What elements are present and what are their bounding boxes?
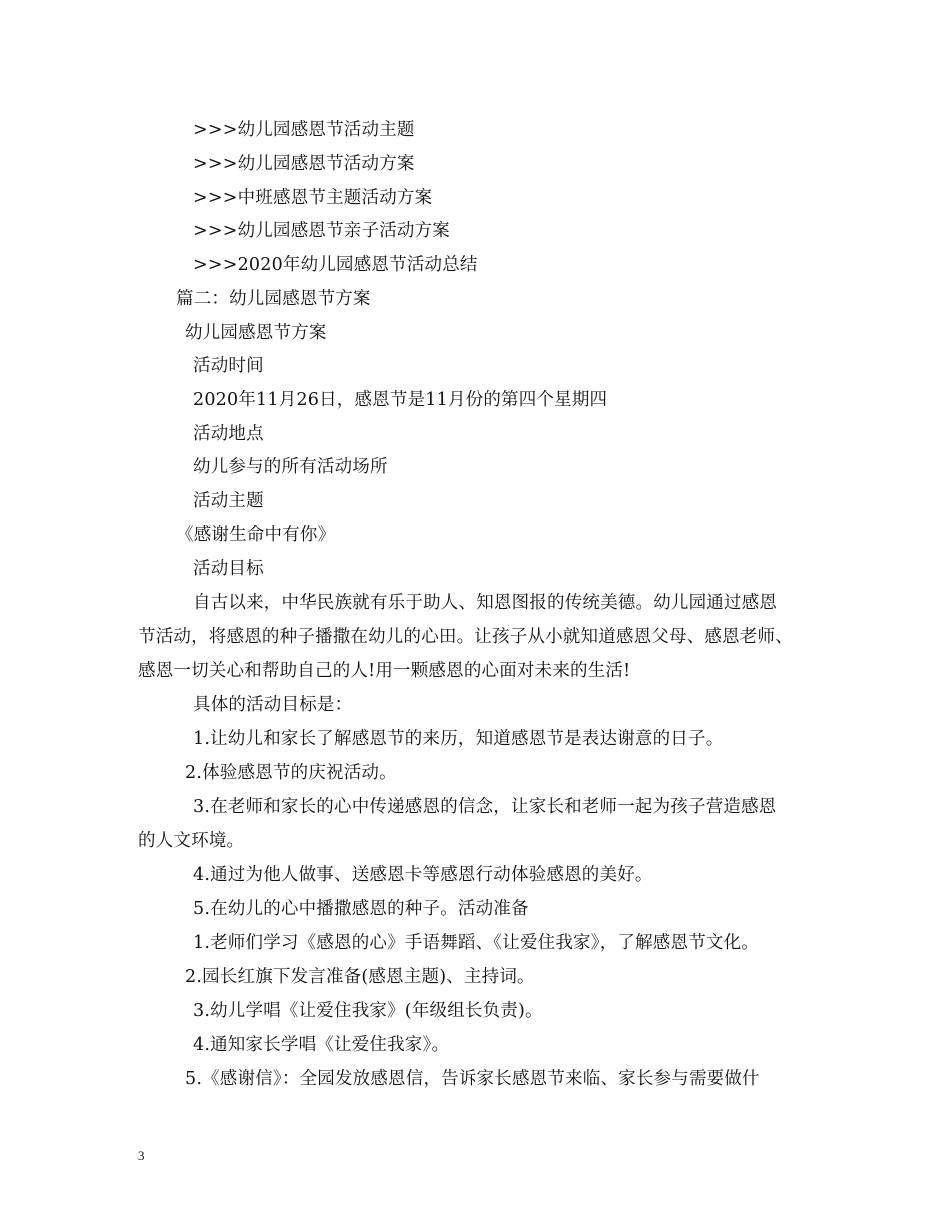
intro-paragraph-line-1: 自古以来，中华民族就有乐于助人、知恩图报的传统美德。幼儿园通过感恩 xyxy=(193,593,778,613)
related-link-2[interactable]: >>>幼儿园感恩节活动方案 xyxy=(193,154,415,174)
intro-paragraph-line-3: 感恩一切关心和帮助自己的人!用一颗感恩的心面对未来的生活! xyxy=(138,661,631,681)
goal-item-4: 4.通过为他人做事、送感恩卡等感恩行动体验感恩的美好。 xyxy=(193,865,653,885)
section-heading: 篇二：幼儿园感恩节方案 xyxy=(176,289,371,309)
prep-item-2: 2.园长红旗下发言准备(感恩主题)、主持词。 xyxy=(185,967,535,987)
prep-item-4: 4.通知家长学唱《让爱住我家》。 xyxy=(193,1035,450,1055)
time-value: 2020年11月26日，感恩节是11月份的第四个星期四 xyxy=(193,390,608,410)
prep-item-3: 3.幼儿学唱《让爱住我家》(年级组长负责)。 xyxy=(193,1001,543,1021)
document-subtitle: 幼儿园感恩节方案 xyxy=(185,323,327,343)
related-link-3[interactable]: >>>中班感恩节主题活动方案 xyxy=(193,188,433,208)
place-value: 幼儿参与的所有活动场所 xyxy=(193,457,388,477)
goals-lead: 具体的活动目标是： xyxy=(193,695,353,715)
page-number: 3 xyxy=(138,1148,145,1163)
goal-item-1: 1.让幼儿和家长了解感恩节的来历，知道感恩节是表达谢意的日子。 xyxy=(193,729,724,749)
intro-paragraph-line-2: 节活动，将感恩的种子播撒在幼儿的心田。让孩子从小就知道感恩父母、感恩老师、 xyxy=(138,627,793,647)
goal-label: 活动目标 xyxy=(193,559,264,579)
goal-item-2: 2.体验感恩节的庆祝活动。 xyxy=(185,763,397,783)
goal-item-5: 5.在幼儿的心中播撒感恩的种子。活动准备 xyxy=(193,899,529,919)
theme-value: 《感谢生命中有你》 xyxy=(176,525,336,545)
place-label: 活动地点 xyxy=(193,424,264,444)
time-label: 活动时间 xyxy=(193,356,264,376)
related-link-5[interactable]: >>>2020年幼儿园感恩节活动总结 xyxy=(193,255,478,275)
prep-item-5: 5.《感谢信》：全园发放感恩信，告诉家长感恩节来临、家长参与需要做什 xyxy=(185,1069,760,1089)
goal-item-3-line-1: 3.在老师和家长的心中传递感恩的信念，让家长和老师一起为孩子营造感恩 xyxy=(193,797,777,817)
theme-label: 活动主题 xyxy=(193,491,264,511)
prep-item-1: 1.老师们学习《感恩的心》手语舞蹈、《让爱住我家》，了解感恩节文化。 xyxy=(193,933,759,953)
goal-item-3-line-2: 的人文环境。 xyxy=(138,831,245,851)
related-link-1[interactable]: >>>幼儿园感恩节活动主题 xyxy=(193,120,415,140)
related-link-4[interactable]: >>>幼儿园感恩节亲子活动方案 xyxy=(193,221,450,241)
